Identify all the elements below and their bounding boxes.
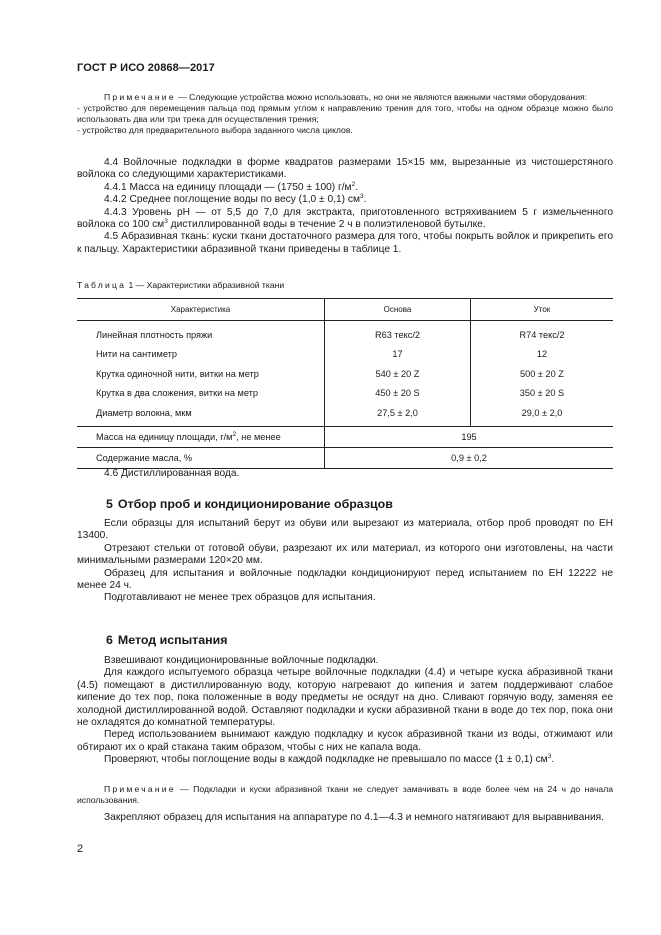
paragraph: Для каждого испытуемого образца четыре войлочные подкладки (4.4) и четыре куска абразивной ткани (4.5) помещают в дистиллированную воду, которую нагревают до кипения и затем поддерживают слабое кипение до тех пор, пока положенные в воду предметы не осядут на дно. Сливают горячую воду, заменяя ее холодной дистиллированной водой. Оставляют подкладки и куски абразивной ткани в воде до тех пор, пока они не охладятся до комнатной температуры.	[77, 667, 613, 729]
section-5-body	[77, 518, 613, 605]
cell-warp: 540 ± 20 Z	[325, 364, 471, 384]
paragraph: Подготавливают не менее трех образцов для испытания.	[104, 592, 376, 604]
table-caption-label: Таблица	[77, 280, 127, 290]
section-number: 5	[106, 497, 113, 511]
table-caption	[77, 280, 613, 291]
paragraph: Перед использованием вынимают каждую подкладку и кусок абразивной ткани из воды, отжимают или обтирают их о край стакана таким образом, чтобы с них не капала вода.	[77, 729, 613, 753]
table-row-oil	[77, 447, 613, 468]
header-warp: Основа	[325, 299, 471, 321]
table-row	[77, 321, 613, 345]
cell-warp: R63 текс/2	[325, 321, 471, 345]
paragraph-4-4: 4.4 Войлочные подкладки в форме квадратов размерами 15×15 мм, вырезанные из чистошерстяного войлока со следующими характеристиками.	[77, 157, 613, 181]
note-label: Примечание	[104, 784, 176, 794]
table-row	[77, 384, 613, 404]
paragraph: Отрезают стельки от готовой обуви, разрезают их или материал, из которого они изготовлены, на части минимальными размерами 120×20 мм.	[77, 542, 613, 567]
section-4-paragraphs	[77, 157, 613, 256]
cell-weft: 29,0 ± 2,0	[470, 403, 613, 426]
note-label: Примечание	[104, 92, 176, 102]
note-item: - устройство для предварительного выбора заданного числа циклов.	[77, 125, 353, 135]
abrasive-fabric-table	[77, 298, 613, 469]
cell-weft: 12	[470, 345, 613, 365]
text: .	[551, 754, 555, 766]
paragraph	[77, 754, 613, 766]
cell-warp: 450 ± 20 S	[325, 384, 471, 404]
paragraph: Образец для испытания и войлочные подкладки кондиционируют перед испытанием по ЕН 12222 не менее 24 ч.	[77, 567, 613, 592]
page-number: 2	[77, 843, 84, 855]
header-characteristic: Характеристика	[77, 299, 325, 321]
table-row-mass	[77, 426, 613, 447]
superscript: 3	[164, 218, 168, 226]
paragraph-4-5: 4.5 Абразивная ткань: куски ткани достаточного размера для того, чтобы покрыть войлок и прикрепить его к пальцу. Характеристики абразивной ткани приведены в таблице 1.	[77, 231, 613, 255]
cell-characteristic: Линейная плотность пряжи	[96, 329, 213, 340]
table-row	[77, 364, 613, 384]
note-text: — Подкладки и куски абразивной ткани не следует замачивать в воде более чем на 24 ч до начала использования.	[77, 784, 613, 805]
cell-warp: 27,5 ± 2,0	[325, 403, 471, 426]
note-line	[77, 784, 613, 806]
note-soaking	[77, 784, 613, 806]
section-title: Отбор проб и кондиционирование образцов	[117, 497, 393, 511]
superscript: 3	[547, 753, 552, 761]
superscript: 2	[351, 180, 356, 188]
cell-characteristic: Крутка одиночной нити, витки на метр	[96, 368, 259, 379]
document-code: ГОСТ Р ИСО 20868—2017	[77, 62, 215, 74]
text: дистиллированной воды в течение 2 ч в полиэтиленовой бутылке.	[167, 219, 486, 231]
cell-warp: 17	[325, 345, 471, 365]
note-item: - устройство для перемещения пальца под прямым углом к направлению трения для того, чтобы на одном образце можно было использовать два или три трека для осуществления трения;	[77, 103, 613, 124]
paragraph-4-4-3	[77, 207, 613, 232]
text: , не менее	[236, 431, 281, 442]
note-equipment	[77, 92, 613, 136]
paragraph: Взвешивают кондиционированные войлочные подкладки.	[104, 655, 379, 666]
text: Масса на единицу площади, г/м	[96, 431, 233, 442]
text: Проверяют, чтобы поглощение воды в каждой подкладке не превышало по массе (1 ± 0,1) см	[104, 754, 548, 766]
table-row	[77, 345, 613, 365]
header-weft: Уток	[470, 299, 613, 321]
section-6-heading	[106, 633, 227, 647]
cell-characteristic: Нити на сантиметр	[96, 349, 177, 360]
text: .	[363, 194, 367, 206]
cell-weft: 500 ± 20 Z	[470, 364, 613, 384]
text: .	[355, 181, 359, 193]
cell-oil-label: Содержание масла, %	[77, 447, 325, 468]
section-6-body	[77, 655, 613, 767]
table-caption-text: 1 — Характеристики абразивной ткани	[126, 280, 285, 290]
superscript: 3	[359, 193, 364, 201]
section-number: 6	[106, 633, 113, 647]
cell-characteristic: Крутка в два сложения, витки на метр	[96, 388, 258, 399]
superscript: 2	[232, 430, 237, 438]
section-title: Метод испытания	[117, 633, 228, 647]
table-header-row	[77, 299, 613, 321]
paragraph-4-6: 4.6 Дистиллированная вода.	[104, 468, 240, 479]
cell-mass-value: 195	[325, 426, 613, 447]
table-row	[77, 403, 613, 426]
note-first-line	[77, 92, 613, 103]
paragraph: Закрепляют образец для испытания на аппаратуре по 4.1—4.3 и немного натягивают для выравнивания.	[104, 812, 605, 823]
cell-weft: 350 ± 20 S	[470, 384, 613, 404]
text: 4.4.3 Уровень pH — от 5,5 до 7,0 для экстракта, приготовленного встряхиванием 5 г измельченного войлока со 100 см	[77, 206, 613, 231]
section-6-final	[77, 812, 613, 824]
cell-mass-label	[77, 426, 325, 447]
section-5-heading	[106, 497, 393, 511]
note-text: — Следующие устройства можно использовать, но они не являются важными частями оборудования:	[175, 92, 588, 102]
paragraph: Если образцы для испытаний берут из обуви или вырезают из материала, отбор проб проводят по ЕН 13400.	[77, 518, 613, 542]
cell-characteristic: Диаметр волокна, мкм	[77, 403, 325, 426]
text: 4.4.1 Масса на единицу площади — (1750 ± 100) г/м	[104, 181, 352, 193]
paragraph-4-4-1	[77, 182, 613, 194]
cell-oil-value: 0,9 ± 0,2	[325, 447, 613, 468]
text: 4.4.2 Среднее поглощение воды по весу (1,0 ± 0,1) см	[104, 194, 360, 206]
paragraph-4-6-block	[77, 468, 613, 480]
cell-weft: R74 текс/2	[470, 321, 613, 345]
paragraph-4-4-2	[77, 194, 613, 206]
